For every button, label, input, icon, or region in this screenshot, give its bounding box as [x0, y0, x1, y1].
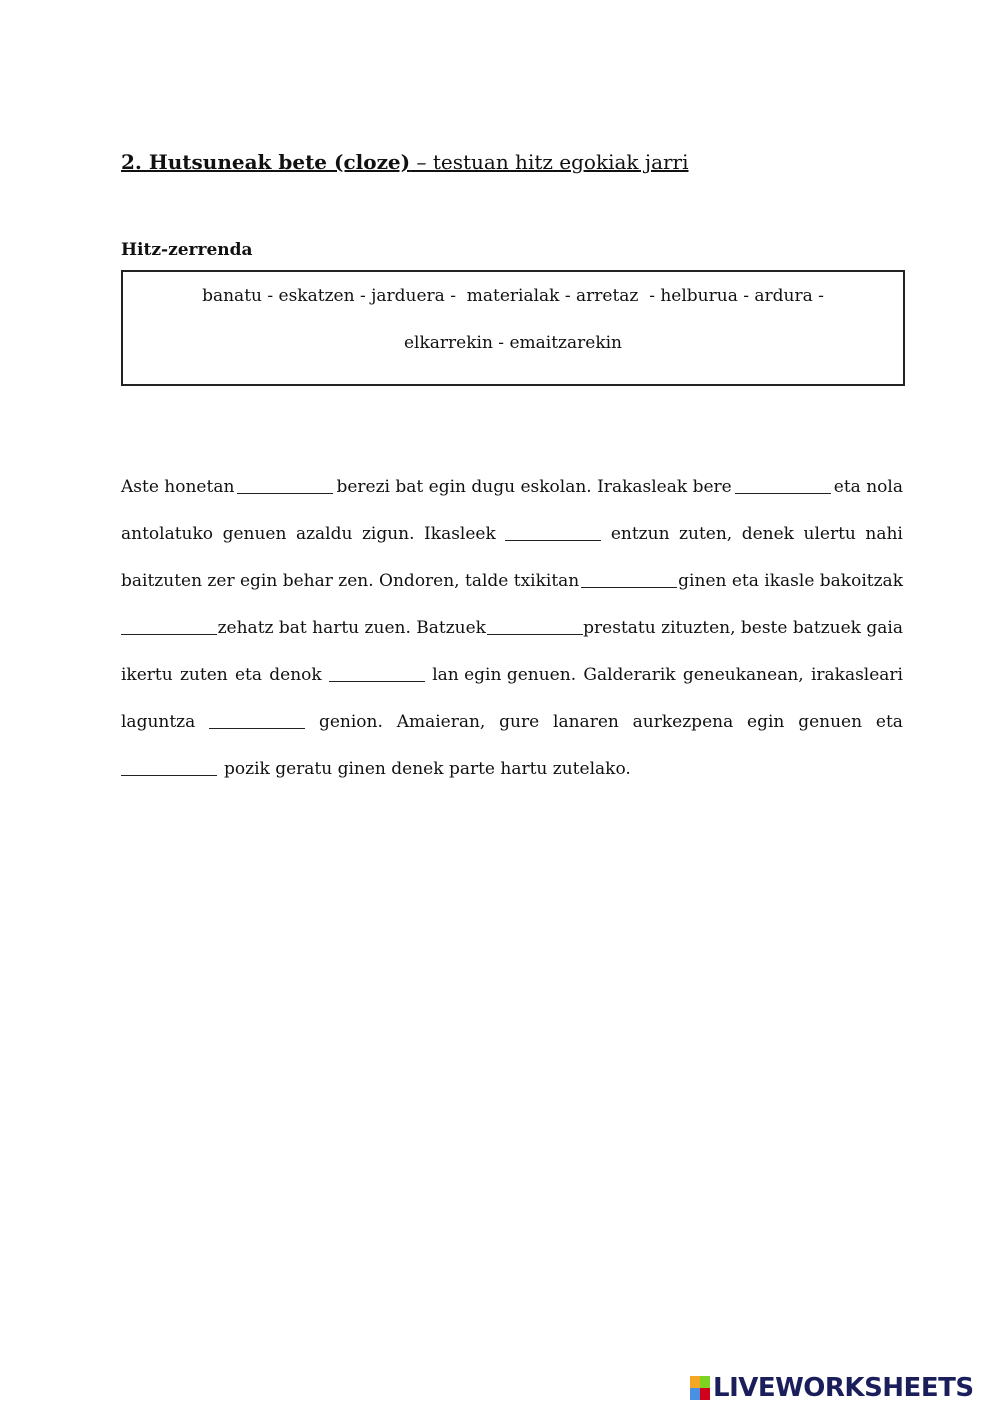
- answer-blank[interactable]: [329, 667, 425, 682]
- cloze-line: [121, 757, 903, 781]
- logo-square: [700, 1376, 710, 1388]
- logo-square: [690, 1388, 700, 1400]
- logo-text: LIVEWORKSHEETS: [713, 1373, 974, 1403]
- cloze-text: pozik geratu ginen denek parte hartu zutelako.: [224, 759, 631, 779]
- cloze-text: laguntza: [121, 712, 196, 732]
- title-bold: 2. Hutsuneak bete (cloze): [121, 150, 411, 174]
- cloze-line: [121, 616, 903, 640]
- answer-blank[interactable]: [735, 479, 831, 494]
- title-subtitle: – testuan hitz egokiak jarri: [410, 150, 689, 174]
- cloze-text: zehatz bat hartu zuen. Batzuek: [217, 618, 486, 638]
- cloze-text: ginen eta ikasle bakoitzak: [678, 571, 903, 591]
- cloze-line: [121, 522, 903, 546]
- cloze-text: denek: [741, 524, 794, 544]
- cloze-text: eta nola: [833, 477, 903, 497]
- cloze-text: Galderarik: [583, 665, 676, 685]
- answer-blank[interactable]: [487, 620, 583, 635]
- cloze-line: [121, 569, 903, 593]
- cloze-text: prestatu zituzten, beste batzuek gaia: [583, 618, 903, 638]
- cloze-text: aurkezpena: [632, 712, 734, 732]
- cloze-text: geneukanean,: [682, 665, 804, 685]
- cloze-text: genuen: [222, 524, 287, 544]
- answer-blank[interactable]: [505, 526, 601, 541]
- cloze-text: irakasleari: [810, 665, 903, 685]
- logo-square: [700, 1388, 710, 1400]
- cloze-line: [121, 663, 903, 687]
- cloze-line: [121, 710, 903, 734]
- cloze-text: nahi: [865, 524, 903, 544]
- cloze-text: eta: [234, 665, 262, 685]
- cloze-text: baitzuten zer egin behar zen. Ondoren, talde txikitan: [121, 571, 580, 591]
- cloze-text: zuten: [179, 665, 228, 685]
- word-list-heading: Hitz-zerrenda: [121, 240, 253, 260]
- cloze-text: entzun: [610, 524, 670, 544]
- answer-blank[interactable]: [237, 479, 333, 494]
- cloze-text: lan egin genuen.: [432, 665, 577, 685]
- cloze-text: denok: [269, 665, 322, 685]
- answer-blank[interactable]: [121, 620, 217, 635]
- cloze-text: berezi bat egin dugu eskolan. Irakasleak bere: [336, 477, 732, 497]
- cloze-text: egin: [747, 712, 785, 732]
- cloze-text: ulertu: [803, 524, 856, 544]
- liveworksheets-logo: [690, 1373, 974, 1403]
- cloze-line: [121, 475, 903, 499]
- word-list-line-1: banatu - eskatzen - jarduera - materialak - arretaz - helburua - ardura -: [202, 286, 824, 306]
- cloze-text: gure: [499, 712, 540, 732]
- cloze-text: zigun.: [361, 524, 415, 544]
- logo-icon: [690, 1376, 710, 1400]
- answer-blank[interactable]: [121, 761, 217, 776]
- cloze-text: ikertu: [121, 665, 173, 685]
- word-list-line-2: elkarrekin - emaitzarekin: [403, 333, 623, 353]
- answer-blank[interactable]: [581, 573, 677, 588]
- cloze-text: azaldu: [295, 524, 353, 544]
- page-title: [121, 148, 689, 176]
- cloze-text: zuten,: [679, 524, 733, 544]
- cloze-text: genion.: [318, 712, 383, 732]
- word-list-box: [121, 270, 905, 386]
- cloze-text: Ikasleek: [424, 524, 496, 544]
- cloze-text: Aste honetan: [121, 477, 235, 497]
- cloze-text: Amaieran,: [396, 712, 486, 732]
- cloze-text: genuen: [798, 712, 863, 732]
- cloze-text: eta: [875, 712, 903, 732]
- cloze-text: antolatuko: [121, 524, 214, 544]
- cloze-text: lanaren: [553, 712, 619, 732]
- answer-blank[interactable]: [209, 714, 305, 729]
- logo-square: [690, 1376, 700, 1388]
